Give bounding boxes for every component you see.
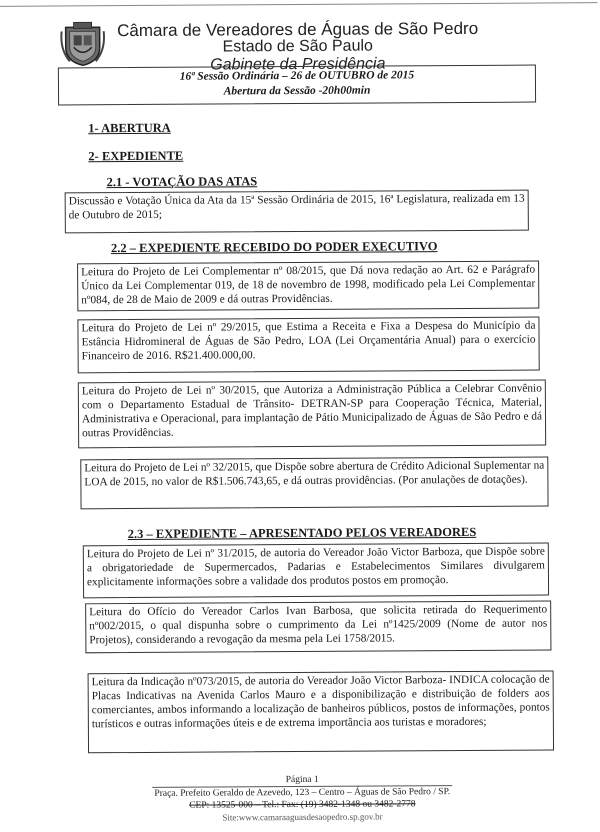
agenda-item: Leitura do Projeto de Lei nº 30/2015, que Autoriza a Administração Pública a Celebrar Convênio com o Departamento Estadual de Trânsito- DETRAN-SP para Cooperação Técnica, Material, Administrativa e Operacional, para implantação de Pátio Municipalizado de Águas de São Pedro e dá outras Providências. [78, 379, 546, 448]
agenda-item: Leitura do Ofício do Vereador Carlos Ivan Barbosa, que solicita retirada do Requerimento nº002/2015, o qual dispunha sobre o cumprimento da Lei nº1425/2009 (Nome de autor nos Projetos), considerando a revogação da mesma pela Lei 1758/2015. [85, 600, 551, 653]
header-office: Gabinete da Presidência [210, 55, 386, 74]
section-expediente: 2- EXPEDIENTE [88, 148, 184, 164]
agenda-item: Leitura do Projeto de Lei nº 29/2015, que Estima a Receita e Fixa a Despesa do Município da Estância Hidromineral de Águas de São Pedro, LOA (Lei Orçamentária Anual) para o exercício Financeiro de 2016. R$21.400.000,00. [77, 317, 539, 374]
subsection-vereadores: 2.3 – EXPEDIENTE – APRESENTADO PELOS VEREADORES [127, 524, 477, 542]
session-title: 16ª Sessão Ordinária – 26 de OUTUBRO de 2015 [179, 69, 415, 83]
section-abertura: 1- ABERTURA [88, 120, 171, 136]
footer-page-number: Página 1 [285, 774, 319, 786]
footer-contact: CEP: 13525-000 – Tel.: Fax: (19) 3482-1348 ou 3482-2778 [189, 799, 416, 811]
subsection-votacao-atas: 2.1 - VOTAÇÃO DAS ATAS [106, 174, 258, 190]
agenda-item: Leitura do Projeto de Lei Complementar nº 08/2015, que Dá nova redação ao Art. 62 e Parágrafo Único da Lei Complementar 019, de 18 de novembro de 1998, modificado pela Lei Complementar nº084, de 28 de Maio de 2009 e dá outras Providências. [77, 261, 539, 312]
top-rule [0, 2, 597, 7]
session-opening: Abertura da Sessão -20h00min [223, 84, 371, 98]
footer-address: Praça. Prefeito Geraldo de Azevedo, 123 – Centro – Águas de São Pedro / SP. [154, 787, 451, 799]
agenda-item: Leitura do Projeto de Lei nº 31/2015, de autoria do Vereador João Victor Barboza, que Dispõe sobre a obrigatoriedade de Supermercados, Padarias e Estabelecimentos Similares divulgarem explicitamente informações sobre a validade dos produtos postos em promoção. [83, 542, 549, 598]
agenda-item: Leitura da Indicação nº073/2015, de autoria do Vereador João Victor Barboza- INDICA colocação de Placas Indicativas na Avenida Carlos Mauro e a disponibilização e distribuição de folders aos comerciantes, ambos informando a localização de banheiros públicos, postos de informações, pontos turísticos e outras informações úteis e de extrema importância aos turistas e moradores; [88, 670, 554, 753]
footer-site: Site:www.camaraaguasdesaopedro.sp.gov.br [222, 811, 383, 823]
agenda-item: Discussão e Votação Única da Ata da 15ª Sessão Ordinária de 2015, 16ª Legislatura, realizada em 13 de Outubro de 2015; [65, 190, 529, 234]
header-title: Câmara de Vereadores de Águas de São Pedro [117, 18, 479, 41]
city-crest-icon [60, 21, 106, 67]
session-box [58, 65, 536, 106]
agenda-item: Leitura do Projeto de Lei nº 32/2015, que Dispõe sobre abertura de Crédito Adicional Suplementar na LOA de 2015, no valor de R$1.506.743,65, e dá outras providências. (Por anulações de dotações). [80, 456, 548, 509]
header-state: Estado de São Paulo [222, 37, 373, 56]
subsection-poder-executivo: 2.2 – EXPEDIENTE RECEBIDO DO PODER EXECUTIVO [110, 239, 438, 256]
